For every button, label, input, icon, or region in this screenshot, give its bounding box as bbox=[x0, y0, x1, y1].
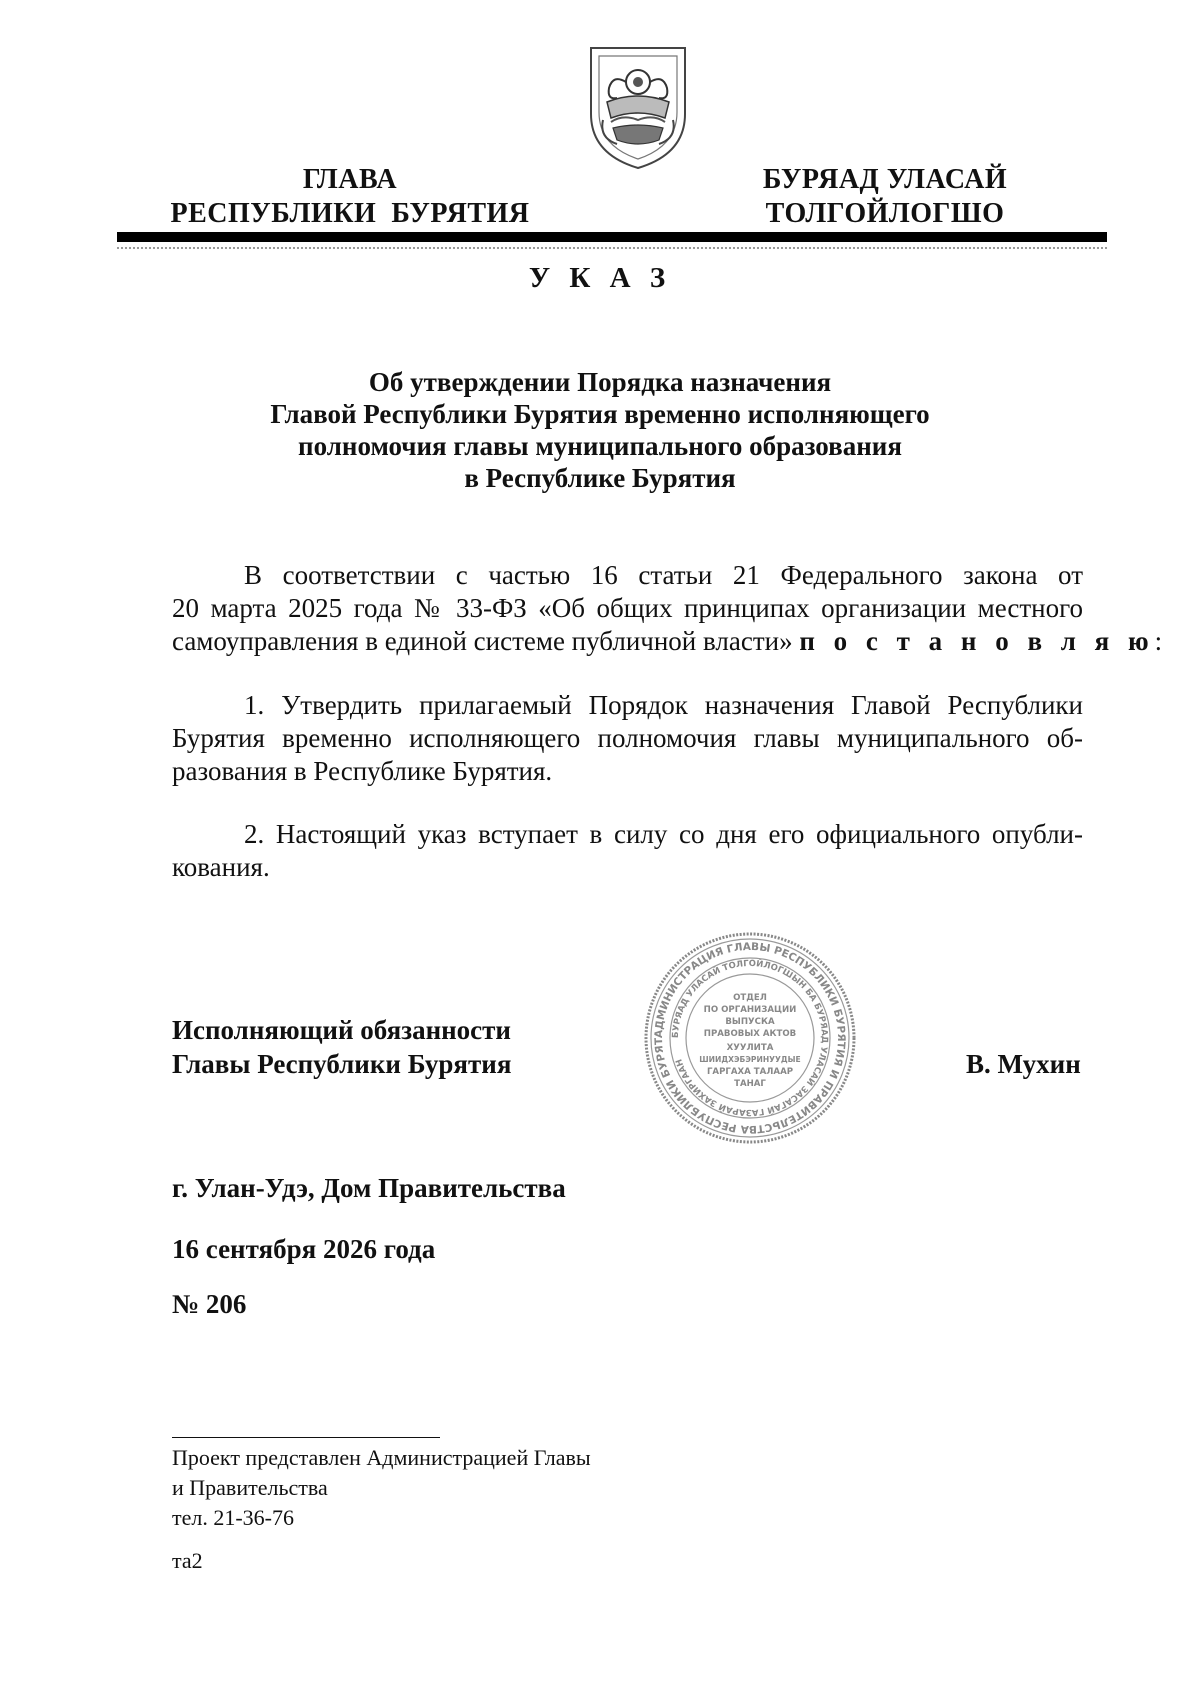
signatory-position bbox=[172, 1013, 511, 1081]
item-1-paragraph bbox=[172, 689, 1083, 788]
signatory-position-line-1: Исполняющий обязанности bbox=[172, 1015, 511, 1045]
resolve-keyword: п о с т а н о в л я ю bbox=[799, 626, 1155, 656]
stamp-outer-ring-text: АДМИНИСТРАЦИЯ ГЛАВЫ РЕСПУБЛИКИ БУРЯТИЯ И ПРАВИТЕЛЬСТВА РЕСПУБЛИКИ БУРЯТ bbox=[652, 940, 848, 1136]
decree-date: 16 сентября 2026 года bbox=[172, 1234, 436, 1264]
stamp-center-line-5: ХУУЛИТА bbox=[726, 1043, 774, 1053]
preamble-line-3 bbox=[172, 625, 1163, 658]
document-code: та2 bbox=[172, 1548, 203, 1573]
signatory-name: В. Мухин bbox=[966, 1049, 1081, 1079]
header-left-line-1: ГЛАВА bbox=[302, 164, 398, 195]
preamble-line-3-text: самоуправления в единой системе публичной власти» bbox=[172, 626, 793, 656]
footnote-line-1: Проект представлен Администрацией Главы bbox=[172, 1445, 591, 1470]
footnote bbox=[172, 1443, 591, 1533]
item-2-paragraph bbox=[172, 818, 1083, 884]
stamp-center-line-3: ВЫПУСКА bbox=[725, 1017, 775, 1027]
header-right-line-2: ТОЛГОЙЛОГШО bbox=[765, 198, 1005, 229]
preamble-paragraph bbox=[172, 559, 1163, 658]
title-line-1: Об утверждении Порядка назначения bbox=[368, 367, 832, 397]
header-right-line-1: БУРЯАД УЛАСАЙ bbox=[762, 164, 1008, 195]
signatory-position-line-2: Главы Республики Бурятия bbox=[172, 1049, 512, 1079]
stamp-inner-ring-text: БУРЯАД УЛАСАЙ ТОЛГОЙЛОГШЫН БА БУРЯАД УЛАСАЙ ЗАСАГАЙ ГАЗАРАЙ ЗАХИРГААН bbox=[670, 958, 830, 1118]
header-left-line-2: РЕСПУБЛИКИ БУРЯТИЯ bbox=[170, 198, 530, 229]
item-1-line-1: 1. Утвердить прилагаемый Порядок назначения Главой Республики bbox=[244, 690, 1083, 720]
item-1-line-2: Бурятия временно исполняющего полномочия главы муниципального об- bbox=[172, 723, 1083, 753]
stamp-center-line-8: ТАНАГ bbox=[734, 1079, 766, 1089]
coat-of-arms-emblem bbox=[583, 44, 693, 172]
title-line-2: Главой Республики Бурятия временно исполняющего bbox=[270, 399, 930, 429]
stamp-center-line-4: ПРАВОВЫХ АКТОВ bbox=[703, 1029, 797, 1039]
stamp-center-line-6: ШИИДХЭБЭРИНУУДЫЕ bbox=[699, 1055, 801, 1064]
stamp-center-line-2: ПО ОРГАНИЗАЦИИ bbox=[703, 1005, 797, 1015]
item-2-line-2: кования. bbox=[172, 852, 270, 882]
document-type: У К А З bbox=[528, 262, 672, 294]
official-seal-stamp bbox=[642, 930, 858, 1146]
footnote-line-2: и Правительства bbox=[172, 1475, 328, 1500]
item-2-line-1: 2. Настоящий указ вступает в силу со дня его официального опубли- bbox=[244, 819, 1083, 849]
title-line-3: полномочия главы муниципального образования bbox=[298, 431, 902, 461]
item-1-line-3: разования в Республике Бурятия. bbox=[172, 756, 553, 786]
header-dotted-rule bbox=[117, 247, 1107, 249]
header-left-title bbox=[150, 163, 550, 231]
preamble-line-1: В соответствии с частью 16 статьи 21 Федерального закона от bbox=[244, 560, 1083, 590]
preamble-line-3-end: : bbox=[1154, 626, 1163, 656]
footnote-rule bbox=[172, 1437, 440, 1438]
stamp-center-line-1: ОТДЕЛ bbox=[733, 993, 767, 1003]
footnote-line-3: тел. 21-36-76 bbox=[172, 1505, 295, 1530]
decree-title bbox=[200, 366, 1000, 494]
stamp-center-line-7: ГАРГАХА ТАЛААР bbox=[706, 1067, 794, 1077]
place-of-signing: г. Улан-Удэ, Дом Правительства bbox=[172, 1173, 566, 1203]
preamble-line-2: 20 марта 2025 года № 33-ФЗ «Об общих принципах организации местного bbox=[172, 593, 1083, 623]
header-right-title bbox=[730, 163, 1040, 231]
header-thick-rule bbox=[117, 232, 1107, 242]
decree-number: № 206 bbox=[172, 1289, 247, 1319]
title-line-4: в Республике Бурятия bbox=[464, 463, 736, 493]
